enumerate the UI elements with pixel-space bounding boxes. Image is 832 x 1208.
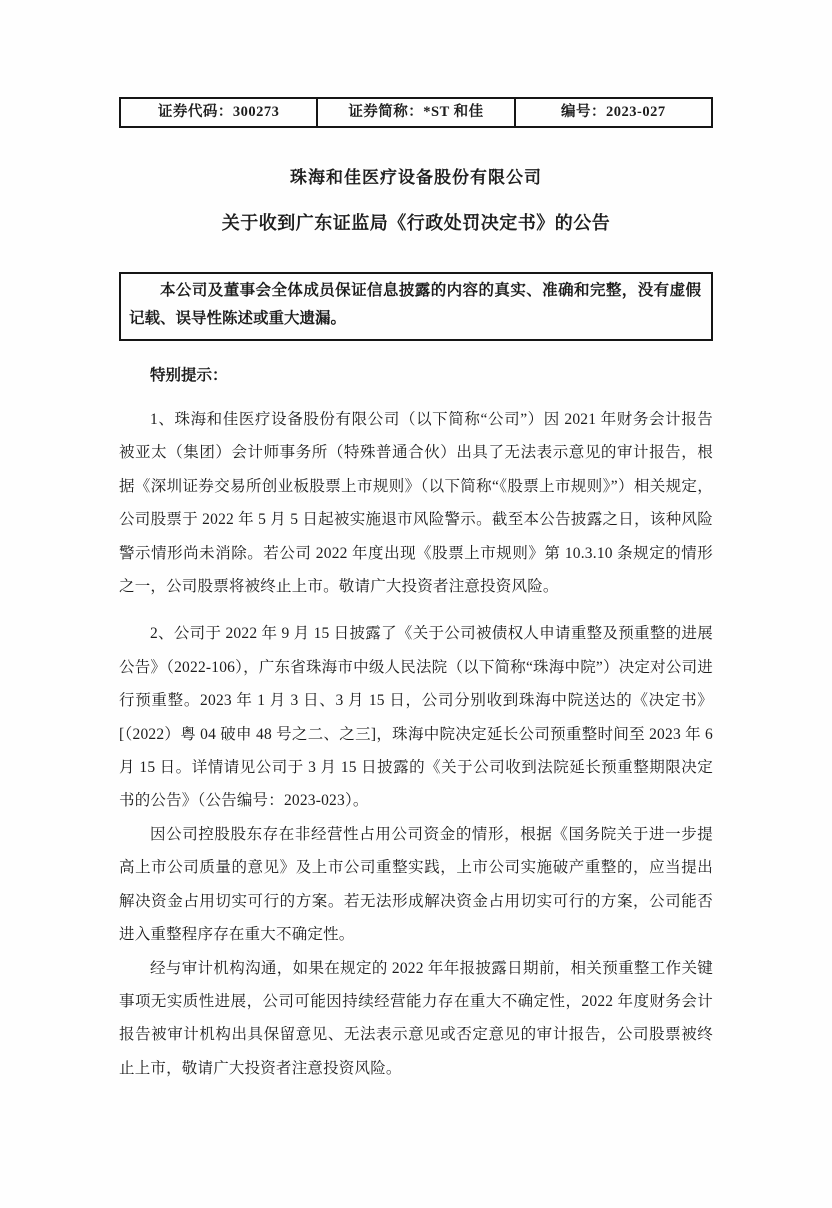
header-table-row bbox=[120, 98, 712, 127]
paragraph-delisting-risk: 1、珠海和佳医疗设备股份有限公司（以下简称“公司”）因 2021 年财务会计报告被亚太（集团）会计师事务所（特殊普通合伙）出具了无法表示意见的审计报告，根据《深圳证券交易所创业板股票上市规则》（以下简称“《股票上市规则》”）相关规定，公司股票于 2022 年 5 月 5 日起被实施退市风险警示。截至本公告披露之日，该种风险警示情形尚未消除。若公司 2022 年度出现《股票上市规则》第 10.3.10 条规定的情形之一，公司股票将被终止上市。敬请广大投资者注意投资风险。 bbox=[119, 411, 713, 596]
special-note-heading: 特别提示： bbox=[150, 367, 228, 384]
stock-abbreviation-cell: 证券简称：*ST 和佳 bbox=[317, 98, 514, 127]
announcement-number-cell: 编号：2023-027 bbox=[515, 98, 712, 127]
header-table bbox=[119, 97, 713, 128]
stock-code-cell: 证券代码：300273 bbox=[120, 98, 317, 127]
document-content bbox=[119, 0, 713, 1085]
declaration-box: 本公司及董事会全体成员保证信息披露的内容的真实、准确和完整，没有虚假记载、误导性陈述或重大遗漏。 bbox=[119, 272, 713, 341]
paragraph-fund-occupation: 因公司控股股东存在非经营性占用公司资金的情形，根据《国务院关于进一步提高上市公司质量的意见》及上市公司重整实践，上市公司实施破产重整的，应当提出解决资金占用切实可行的方案。若无法形成解决资金占用切实可行的方案，公司能否进入重整程序存在重大不确定性。 bbox=[119, 825, 713, 944]
announcement-title: 关于收到广东证监局《行政处罚决定书》的公告 bbox=[221, 213, 611, 233]
paragraph-restructuring-progress: 2、公司于 2022 年 9 月 15 日披露了《关于公司被债权人申请重整及预重整的进展公告》（2022-106），广东省珠海市中级人民法院（以下简称“珠海中院”）决定对公司进行预重整。2023 年 1 月 3 日、3 月 15 日，公司分别收到珠海中院送达的《决定书》[（2022）粤 04 破申 48 号之二、之三]，珠海中院决定延长公司预重整时间至 2023 年 6 月 15 日。详情请见公司于 3 月 15 日披露的《关于公司收到法院延长预重整期限决定书的公告》（公告编号：2023-023）。 bbox=[119, 625, 713, 810]
company-name-title: 珠海和佳医疗设备股份有限公司 bbox=[290, 168, 542, 187]
paragraph-audit-communication: 经与审计机构沟通，如果在规定的 2022 年年报披露日期前，相关预重整工作关键事项无实质性进展，公司可能因持续经营能力存在重大不确定性，2022 年度财务会计报告被审计机构出具保留意见、无法表示意见或否定意见的审计报告，公司股票被终止上市，敬请广大投资者注意投资风险。 bbox=[119, 959, 713, 1077]
